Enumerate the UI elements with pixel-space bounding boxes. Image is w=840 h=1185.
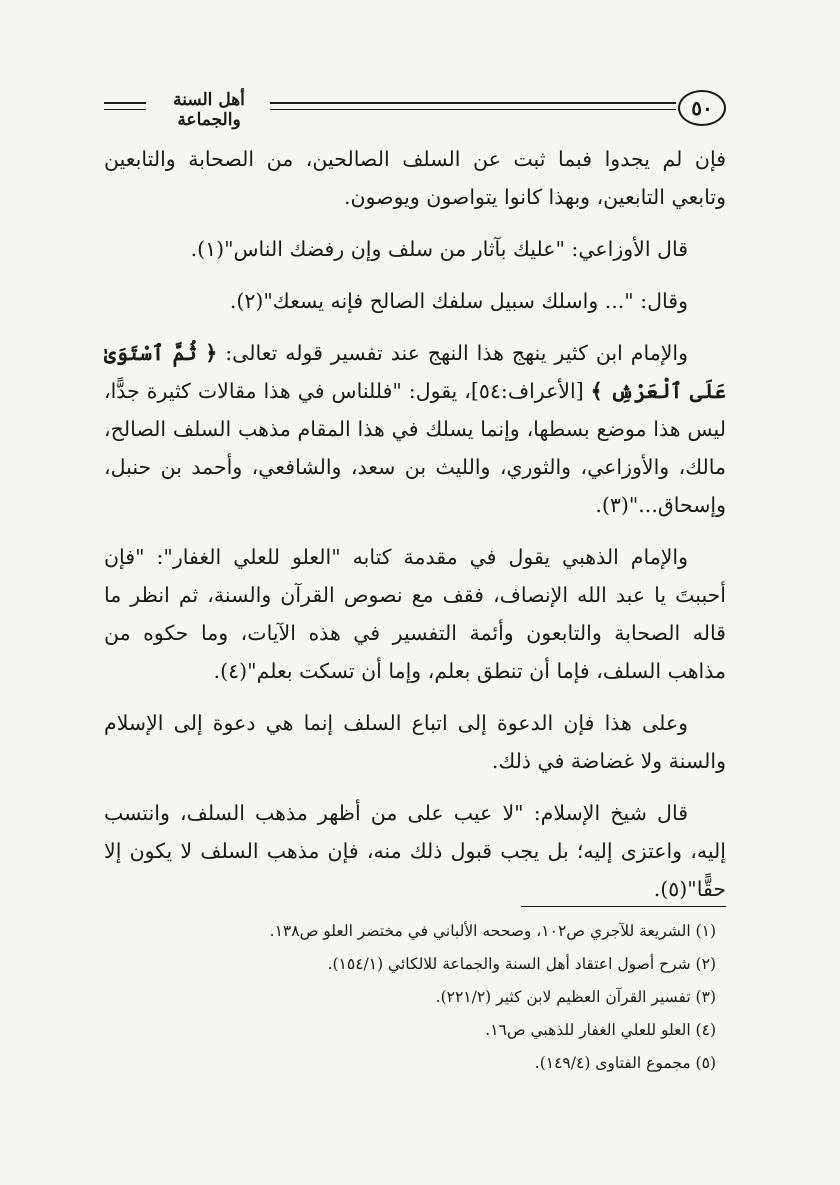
running-title: أهل السنة والجماعة [173,90,245,130]
paragraph-2: قال الأوزاعي: "عليك بآثار من سلف وإن رفضك الناس"(١). [190,237,688,261]
header-rule-right [270,102,676,110]
footnotes [104,915,716,1080]
quran-verse: ﴿ ثُمَّ ٱسْتَوَىٰ عَلَى ٱلْعَرْشِ ﴾ [104,341,726,403]
page-header [104,88,726,128]
footnote-4: (٤) العلو للعلي الغفار للذهبي ص١٦. [485,1021,716,1039]
paragraph-4-rest: [الأعراف:٥٤]، يقول: "فللناس في هذا مقالات كثيرة جدًّا، ليس هذا موضع بسطها، وإنما يسلك في هذا المقام مذهب السلف الصالح، مالك، والأوزاعي، والثوري، والليث بن سعد، والشافعي، وأحمد بن حنبل، وإسحاق..."(٣). [104,379,726,517]
paragraph-4-intro: والإمام ابن كثير ينهج هذا النهج عند تفسير قوله تعالى: [217,341,689,365]
paragraph-7: قال شيخ الإسلام: "لا عيب على من أظهر مذهب السلف، وانتسب إليه، واعتزى إليه؛ بل يجب قبول ذلك منه، فإن مذهب السلف لا يكون إلا حقًّا"(٥). [104,801,726,901]
footnote-3: (٣) تفسير القرآن العظيم لابن كثير (٢٢١/٢). [435,988,716,1006]
header-rule-left [104,102,146,110]
paragraph-1: فإن لم يجدوا فبما ثبت عن السلف الصالحين، من الصحابة والتابعين وتابعي التابعين، وبهذا كانوا يتواصون ويوصون. [104,147,726,209]
paragraph-4 [104,334,726,524]
main-text [104,140,726,922]
footnote-1: (١) الشريعة للآجري ص١٠٢، وصححه الألباني في مختصر العلو ص١٣٨. [269,922,716,940]
page-number: ٥٠ [678,90,726,126]
footnote-separator [521,906,726,907]
footnote-2: (٢) شرح أصول اعتقاد أهل السنة والجماعة للالكائي (١٥٤/١). [327,955,716,973]
paragraph-6: وعلى هذا فإن الدعوة إلى اتباع السلف إنما هي دعوة إلى الإسلام والسنة ولا غضاضة في ذلك. [104,711,726,773]
footnote-5: (٥) مجموع الفتاوى (١٤٩/٤). [534,1054,716,1072]
paragraph-3: وقال: "... واسلك سبيل سلفك الصالح فإنه يسعك"(٢). [229,289,688,313]
paragraph-5: والإمام الذهبي يقول في مقدمة كتابه "العلو للعلي الغفار": "فإن أحببتَ يا عبد الله الإنصاف، فقف مع نصوص القرآن والسنة، ثم انظر ما قاله الصحابة والتابعون وأئمة التفسير في هذه الآيات، وما حكوه من مذاهب السلف، فإما أن تنطق بعلم، وإما أن تسكت بعلم"(٤). [104,545,726,683]
